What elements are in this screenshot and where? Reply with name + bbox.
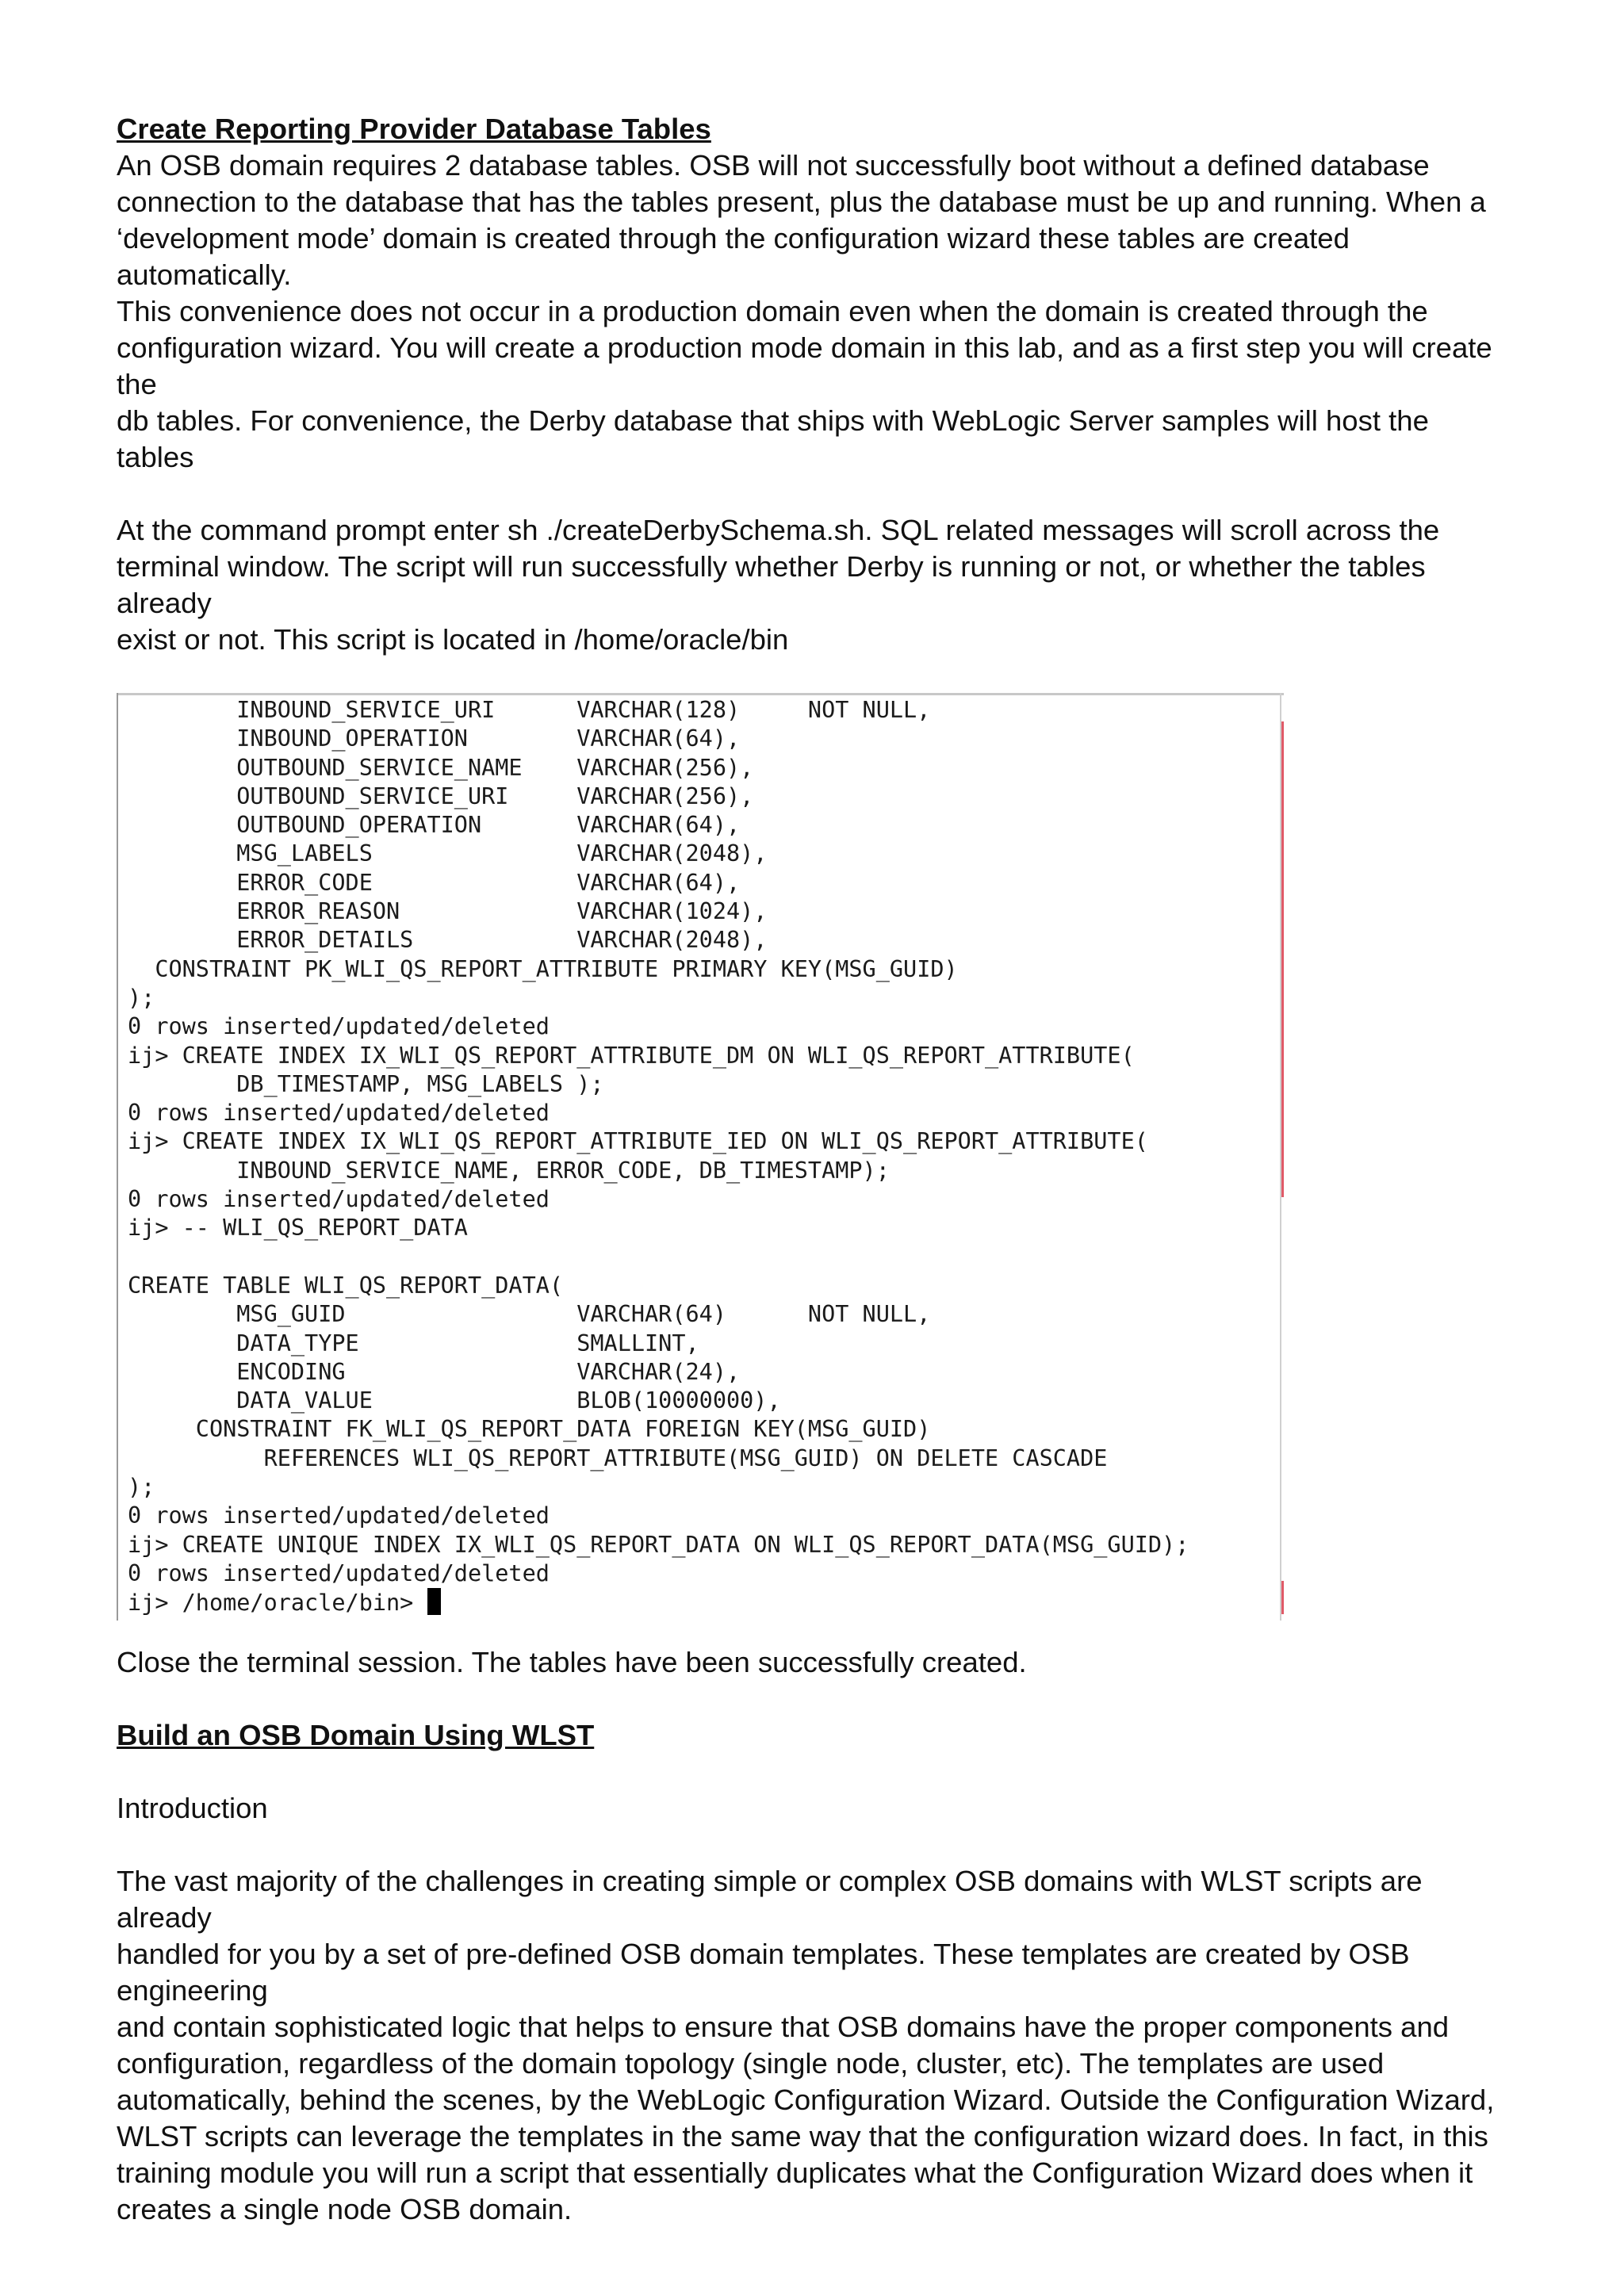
terminal-line: ij> -- WLI_QS_REPORT_DATA [128, 1215, 468, 1242]
terminal-line: DATA_VALUE BLOB(10000000), [236, 1387, 781, 1414]
terminal-line: MSG_GUID VARCHAR(64) NOT NULL, [236, 1301, 931, 1328]
terminal-line: CREATE TABLE WLI_QS_REPORT_DATA( [128, 1272, 564, 1299]
terminal-line: OUTBOUND_SERVICE_URI VARCHAR(256), [236, 783, 754, 809]
terminal-line: CONSTRAINT PK_WLI_QS_REPORT_ATTRIBUTE PRIMARY KEY(MSG_GUID) [155, 955, 958, 982]
terminal-line: 0 rows inserted/updated/deleted [128, 1502, 550, 1529]
terminal-output [128, 696, 1189, 1618]
terminal-line: DB_TIMESTAMP, MSG_LABELS ); [236, 1070, 604, 1097]
scrollbar-marker-bottom [1281, 1581, 1284, 1614]
terminal-line: ); [128, 1474, 155, 1501]
terminal-screenshot [117, 693, 1284, 1621]
terminal-line: 0 rows inserted/updated/deleted [128, 1013, 550, 1040]
terminal-line: REFERENCES WLI_QS_REPORT_ATTRIBUTE(MSG_GUID) ON DELETE CASCADE [263, 1445, 1108, 1471]
terminal-line: OUTBOUND_SERVICE_NAME VARCHAR(256), [236, 754, 754, 781]
terminal-line: ij> CREATE INDEX IX_WLI_QS_REPORT_ATTRIBUTE_DM ON WLI_QS_REPORT_ATTRIBUTE( [128, 1042, 1135, 1069]
terminal-prompt: ij> /home/oracle/bin> [128, 1590, 427, 1617]
scrollbar-marker [1281, 721, 1284, 1197]
section-heading-reporting-tables: Create Reporting Provider Database Tables [117, 113, 711, 145]
terminal-line: ERROR_DETAILS VARCHAR(2048), [236, 927, 768, 954]
terminal-line: 0 rows inserted/updated/deleted [128, 1186, 550, 1213]
terminal-line: 0 rows inserted/updated/deleted [128, 1559, 550, 1586]
terminal-line: ij> CREATE UNIQUE INDEX IX_WLI_QS_REPORT_DATA ON WLI_QS_REPORT_DATA(MSG_GUID); [128, 1531, 1189, 1558]
terminal-line: INBOUND_SERVICE_NAME, ERROR_CODE, DB_TIMESTAMP); [236, 1157, 890, 1184]
terminal-line: ENCODING VARCHAR(24), [236, 1358, 741, 1385]
body-paragraph: The vast majority of the challenges in creating simple or complex OSB domains with WLST scripts are already handled for you by a set of pre-defined OSB domain templates. These templates are created by OSB engineering and contain sophisticated logic that helps to ensure that OSB domains have the proper components and configuration, regardless of the domain topology (single node, cluster, etc). The templates are used automatically, behind the scenes, by the WebLogic Configuration Wizard. Outside the Configuration Wizard, WLST scripts can leverage the templates in the same way that the configuration wizard does. In fact, in this training module you will run a script that essentially duplicates what the Configuration Wizard does when it creates a single node OSB domain. [117, 1865, 1495, 2225]
terminal-line: ERROR_REASON VARCHAR(1024), [236, 898, 768, 925]
terminal-line: INBOUND_OPERATION VARCHAR(64), [236, 725, 741, 752]
terminal-line: CONSTRAINT FK_WLI_QS_REPORT_DATA FOREIGN KEY(MSG_GUID) [195, 1416, 931, 1443]
terminal-top-border [117, 693, 1284, 695]
terminal-line: ); [128, 984, 155, 1011]
close-note: Close the terminal session. The tables have been successfully created. [117, 1646, 1027, 1678]
terminal-left-border [117, 693, 118, 1621]
terminal-line: DATA_TYPE SMALLINT, [236, 1330, 699, 1357]
subheading-introduction: Introduction [117, 1792, 268, 1824]
terminal-line: 0 rows inserted/updated/deleted [128, 1100, 550, 1127]
terminal-line: ij> CREATE INDEX IX_WLI_QS_REPORT_ATTRIBUTE_IED ON WLI_QS_REPORT_ATTRIBUTE( [128, 1128, 1148, 1155]
terminal-line: MSG_LABELS VARCHAR(2048), [236, 840, 768, 867]
terminal-cursor [427, 1588, 441, 1615]
terminal-lines [128, 697, 1189, 1586]
terminal-line: OUTBOUND_OPERATION VARCHAR(64), [236, 812, 741, 839]
terminal-line: ERROR_CODE VARCHAR(64), [236, 869, 741, 896]
intro-paragraph: An OSB domain requires 2 database tables. OSB will not successfully boot without a defined database connection to the database that has the tables present, plus the database must be up and running. When a ‘development mode’ domain is created through the configuration wizard these tables are created automatically. This convenience does not occur in a production domain even when the domain is created through the configuration wizard. You will create a production mode domain in this lab, and as a first step you will create the db tables. For convenience, the Derby database that ships with WebLogic Server samples will host the tables [117, 149, 1492, 473]
document-page [117, 111, 1512, 2228]
section-heading-build-domain: Build an OSB Domain Using WLST [117, 1719, 595, 1751]
instructions-paragraph: At the command prompt enter sh ./createDerbySchema.sh. SQL related messages will scroll across the terminal window. The script will run successfully whether Derby is running or not, or whether the tables already exist or not. This script is located in /home/oracle/bin [117, 514, 1440, 656]
terminal-line: INBOUND_SERVICE_URI VARCHAR(128) NOT NULL, [236, 697, 931, 723]
